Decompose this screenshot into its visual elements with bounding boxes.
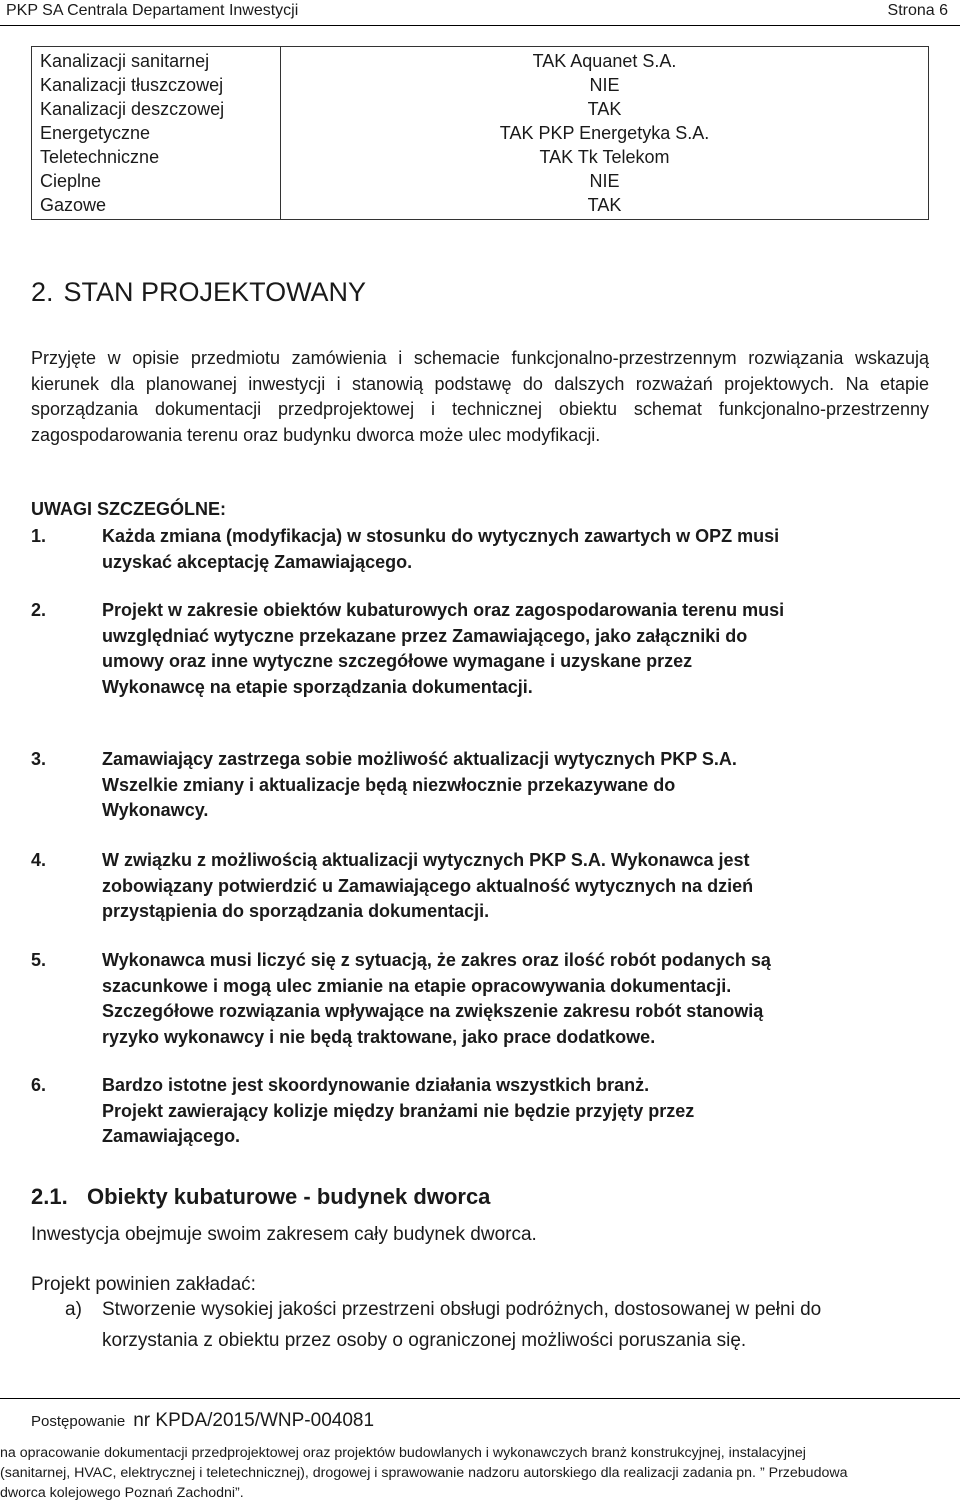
section-title: STAN PROJEKTOWANY bbox=[63, 277, 367, 307]
note-item bbox=[31, 598, 929, 700]
utility-value: TAK PKP Energetyka S.A. bbox=[499, 123, 710, 143]
header-rule bbox=[0, 25, 960, 26]
utility-value: NIE bbox=[589, 171, 620, 191]
note-line: przystąpienia do sporządzania dokumentacji. bbox=[102, 901, 490, 921]
list-line: Stworzenie wysokiej jakości przestrzeni obsługi podróżnych, dostosowanej w pełni do bbox=[102, 1299, 822, 1320]
note-line: szacunkowe i mogą ulec zmianie na etapie opracowywania dokumentacji. bbox=[102, 975, 732, 996]
note-number: 5. bbox=[31, 950, 47, 970]
list-line: korzystania z obiektu przez osoby o ograniczonej możliwości poruszania się. bbox=[102, 1330, 747, 1351]
note-number: 3. bbox=[31, 749, 47, 769]
utility-name: Kanalizacji sanitarnej bbox=[40, 51, 210, 71]
note-line: Każda zmiana (modyfikacja) w stosunku do wytycznych zawartych w OPZ musi bbox=[102, 526, 780, 546]
note-line: Projekt w zakresie obiektów kubaturowych oraz zagospodarowania terenu musi bbox=[102, 600, 785, 620]
utility-name: Teletechniczne bbox=[40, 147, 160, 167]
note-line: Zamawiającego. bbox=[102, 1126, 241, 1146]
note-item bbox=[31, 747, 929, 824]
note-number: 1. bbox=[31, 526, 47, 546]
intro-text-b: Na etapie sporządzania dokumentacji przedprojektowej i technicznej obiektu schemat funkcjonalno-przestrzenny zagospodarowania terenu oraz budynku dworca może ulec modyfikacji. bbox=[31, 373, 929, 445]
note-item bbox=[31, 524, 929, 575]
note-line: umowy oraz inne wytyczne szczegółowe wymagane i uzyskane przez bbox=[102, 651, 693, 671]
footer-line: (sanitarnej, HVAC, elektrycznej i teletechnicznej), drogowej i sprawowanie nadzoru autorskiego dla realizacji zadania pn. ” Przebudowa bbox=[0, 1465, 848, 1481]
utility-name: Gazowe bbox=[40, 195, 107, 215]
utility-value: TAK bbox=[587, 99, 622, 119]
utility-name: Cieplne bbox=[40, 171, 102, 191]
list-item bbox=[65, 1294, 945, 1356]
note-line: uwzględniać wytyczne przekazane przez Zamawiającego, jako załączniki do bbox=[102, 625, 748, 646]
note-item bbox=[31, 948, 929, 1050]
utility-name: Kanalizacji tłuszczowej bbox=[40, 75, 224, 95]
note-number: 4. bbox=[31, 850, 47, 870]
note-line: W związku z możliwością aktualizacji wytycznych PKP S.A. Wykonawca jest bbox=[102, 850, 750, 870]
utilities-table bbox=[31, 46, 929, 220]
note-item bbox=[31, 848, 929, 925]
note-line: uzyskać akceptację Zamawiającego. bbox=[102, 551, 413, 572]
page-header bbox=[6, 0, 954, 22]
section-number: 2. bbox=[31, 277, 54, 307]
footer-description bbox=[0, 1443, 958, 1503]
footer-code: nr KPDA/2015/WNP-004081 bbox=[133, 1410, 375, 1431]
subsection-title: Obiekty kubaturowe - budynek dworca bbox=[87, 1184, 491, 1209]
section-heading bbox=[31, 275, 366, 309]
footer-line: na opracowanie dokumentacji przedprojektowej oraz projektów budowlanych i wykonawczych branż konstrukcyjnej, instalacyjnej bbox=[0, 1445, 806, 1461]
note-line: Wykonawca musi liczyć się z sytuacją, że zakres oraz ilość robót podanych są bbox=[102, 950, 771, 970]
header-title: PKP SA Centrala Departament Inwestycji bbox=[6, 2, 299, 19]
note-number: 6. bbox=[31, 1075, 47, 1095]
note-item bbox=[31, 1073, 929, 1150]
note-line: ryzyko wykonawcy i nie będą traktowane, jako prace dodatkowe. bbox=[102, 1026, 656, 1047]
intro-paragraph bbox=[31, 346, 929, 448]
utility-name: Energetyczne bbox=[40, 123, 151, 143]
note-line: Wykonawcy. bbox=[102, 800, 209, 820]
note-line: Bardzo istotne jest skoordynowanie działania wszystkich branż. bbox=[102, 1075, 650, 1095]
utility-value: TAK Aquanet S.A. bbox=[532, 51, 677, 71]
note-line: Projekt zawierający kolizje między branżami nie będzie przyjęty przez bbox=[102, 1100, 695, 1121]
subsection-paragraph: Inwestycja obejmuje swoim zakresem cały budynek dworca. bbox=[31, 1224, 537, 1245]
note-line: Szczegółowe rozwiązania wpływające na zwiększenie zakresu robót stanowią bbox=[102, 1001, 764, 1021]
utility-values-cell bbox=[281, 47, 929, 220]
intro-text-a: Przyjęte w opisie przedmiotu zamówienia i schemacie funkcjonalno-przestrzennym rozwiązania wskazują kierunek dla planowanej inwestycji i stanowią podstawę do dalszych rozważań projektowych. bbox=[31, 348, 929, 394]
subsection-number: 2.1. bbox=[31, 1184, 68, 1209]
footer-rule bbox=[0, 1398, 960, 1399]
footer-label: Postępowanie bbox=[31, 1413, 126, 1430]
utility-names-cell bbox=[32, 47, 281, 220]
utility-value: TAK Tk Telekom bbox=[539, 147, 670, 167]
footer-procedure bbox=[31, 1411, 374, 1432]
list-marker: a) bbox=[65, 1299, 82, 1320]
notes-heading: UWAGI SZCZEGÓLNE: bbox=[31, 499, 226, 519]
subsection-heading bbox=[31, 1183, 490, 1211]
note-line: Zamawiający zastrzega sobie możliwość aktualizacji wytycznych PKP S.A. bbox=[102, 749, 737, 769]
note-line: zobowiązany potwierdzić u Zamawiającego aktualność wytycznych na dzień bbox=[102, 875, 754, 896]
footer-line: dworca kolejowego Poznań Zachodni”. bbox=[0, 1485, 244, 1501]
utility-name: Kanalizacji deszczowej bbox=[40, 99, 225, 119]
page-number: Strona 6 bbox=[887, 2, 948, 19]
utility-value: TAK bbox=[587, 195, 622, 215]
subsection-paragraph: Projekt powinien zakładać: bbox=[31, 1274, 256, 1295]
note-number: 2. bbox=[31, 600, 47, 620]
note-line: Wykonawcę na etapie sporządzania dokumentacji. bbox=[102, 676, 533, 697]
utility-value: NIE bbox=[589, 75, 620, 95]
note-line: Wszelkie zmiany i aktualizacje będą niezwłocznie przekazywane do bbox=[102, 774, 676, 795]
